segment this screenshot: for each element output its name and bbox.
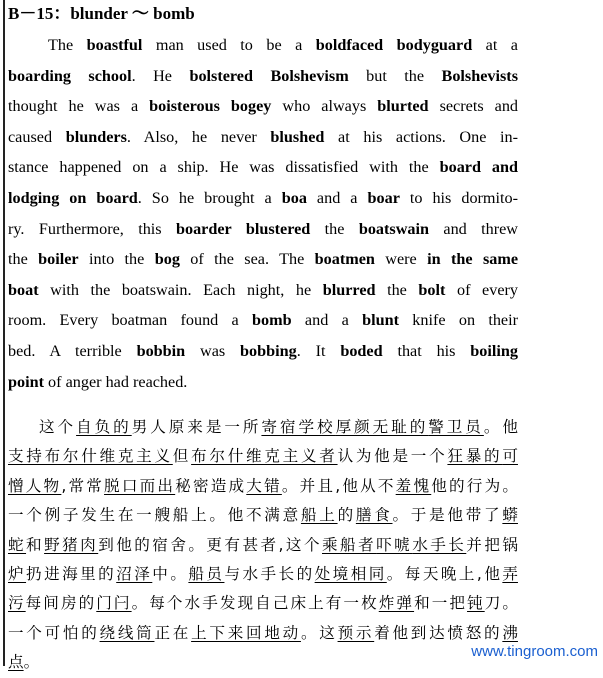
- vocab-term: boa: [281, 188, 307, 207]
- text-run: 和一把: [414, 594, 468, 613]
- vocab-term: blunt: [362, 311, 399, 330]
- vocab-term: boldfaced bodyguard: [315, 36, 473, 54]
- text-run: the: [375, 280, 419, 299]
- text-run: 一个可怕的: [8, 623, 100, 642]
- text-run: . Also, he never: [126, 127, 271, 146]
- vocab-translation: 蟒: [502, 506, 518, 525]
- vocab-translation: 警卫员: [428, 418, 484, 436]
- text-run: were: [374, 250, 428, 269]
- text-run: and a: [291, 311, 363, 330]
- english-line: [8, 152, 518, 183]
- text-run: thought he was a: [8, 97, 150, 116]
- vocab-translation: 上下来回地动: [191, 623, 301, 642]
- text-run: at a: [472, 36, 518, 54]
- vocab-term: bolt: [418, 280, 446, 299]
- english-line: [8, 183, 518, 214]
- english-line: [8, 122, 518, 153]
- text-run: room. Every boatman found a: [8, 311, 253, 330]
- page-left-border: [3, 0, 5, 666]
- vocab-translation: 预示: [337, 623, 375, 642]
- text-run: 一个例子发生在一艘船上。他不满意: [8, 506, 301, 525]
- text-run: 。并且,他从不: [281, 476, 396, 495]
- text-run: 每间房的: [25, 594, 97, 613]
- text-run: ry. Furthermore, this: [8, 219, 176, 238]
- vocab-translation: 狂暴的: [447, 447, 503, 466]
- english-line: [8, 244, 518, 275]
- text-run: 男人原来是一所: [131, 418, 262, 436]
- vocab-term: boiler: [38, 250, 79, 269]
- vocab-term: bomb: [252, 311, 292, 330]
- vocab-translation: 膳食: [355, 506, 393, 525]
- vocab-term: Bolshevists: [441, 66, 518, 85]
- text-run: 。于是他带了: [392, 506, 503, 525]
- text-run: . It: [296, 341, 341, 360]
- text-run: to his dormito-: [399, 188, 519, 207]
- text-run: caused: [8, 127, 66, 146]
- text-run: of anger had reached.: [44, 372, 188, 391]
- english-line: [8, 61, 518, 92]
- vocab-term: blurted: [377, 97, 429, 116]
- vocab-translation: 支持布尔什维克主义: [8, 447, 173, 466]
- vocab-term: boat: [8, 280, 39, 299]
- vocab-term: bobbin: [136, 341, 186, 360]
- text-run: the: [310, 219, 359, 238]
- text-run: 。这: [300, 623, 338, 642]
- chinese-line: [8, 619, 518, 648]
- text-run: 刀。: [484, 594, 518, 613]
- text-run: of every: [445, 280, 518, 299]
- vocab-term: board and: [439, 158, 518, 177]
- english-line: [8, 275, 518, 306]
- vocab-term: blunders: [65, 127, 127, 146]
- vocab-translation: 蛇: [8, 535, 27, 554]
- text-run: 与水手长的: [224, 564, 315, 583]
- text-run: 秘密造成: [175, 476, 247, 495]
- text-run: and threw: [429, 219, 518, 238]
- vocab-translation: 炸弹: [378, 594, 415, 613]
- text-run: 中。: [152, 564, 189, 583]
- vocab-term: boiling: [470, 341, 518, 360]
- english-line: [8, 91, 518, 122]
- vocab-translation: 点: [8, 653, 24, 672]
- vocab-translation: 污: [8, 594, 26, 613]
- text-run: 但: [172, 447, 192, 466]
- english-line: [8, 214, 518, 245]
- chinese-line: [8, 413, 518, 442]
- text-run: 这个: [39, 418, 77, 436]
- text-run: of the sea. The: [179, 250, 315, 269]
- vocab-translation: 弄: [502, 564, 518, 583]
- vocab-translation: 野猪肉: [44, 535, 99, 554]
- vocab-term: bobbing: [240, 341, 297, 360]
- vocab-translation: 船员: [188, 564, 225, 583]
- text-run: . So he brought a: [137, 188, 282, 207]
- text-run: bed. A terrible: [8, 341, 137, 360]
- vocab-term: bolstered Bolshevism: [189, 66, 349, 85]
- vocab-translation: 沸: [502, 623, 518, 642]
- vocab-term: bog: [154, 250, 180, 269]
- vocab-translation: 炉: [8, 564, 27, 583]
- text-run: and a: [306, 188, 368, 207]
- vocab-translation: 羞愧: [395, 476, 432, 495]
- text-run: into the: [78, 250, 155, 269]
- text-run: with the boatswain. Each night, he: [38, 280, 323, 299]
- vocab-translation: 水手长: [412, 535, 467, 554]
- text-run: 到他的宿舍。更有甚者,这个: [98, 535, 322, 554]
- english-paragraph: [8, 30, 518, 397]
- vocab-translation: 大错: [246, 476, 282, 495]
- vocab-translation: 处境相同: [314, 564, 387, 583]
- vocab-term: boatmen: [314, 250, 375, 269]
- vocab-translation: 可: [502, 447, 518, 466]
- vocab-term: boastful: [86, 36, 143, 54]
- text-run: secrets and: [428, 97, 519, 116]
- vocab-translation: 钝: [467, 594, 485, 613]
- english-line: [8, 305, 518, 336]
- vocab-translation: 憎人物: [8, 476, 62, 495]
- vocab-translation: 自负的: [76, 418, 132, 436]
- vocab-translation: 船上: [300, 506, 338, 525]
- text-run: 。每个水手发现自己床上有一枚: [131, 594, 379, 613]
- text-run: 。: [23, 653, 40, 672]
- chinese-line: [8, 560, 518, 589]
- text-run: 的: [337, 506, 356, 525]
- chinese-paragraph: [8, 413, 518, 678]
- vocab-translation: 乘船者: [322, 535, 377, 554]
- text-run: 认为他是一个: [337, 447, 448, 466]
- text-run: . He: [131, 66, 190, 85]
- vocab-term: boded: [340, 341, 383, 360]
- text-run: who always: [271, 97, 378, 116]
- chinese-line: [8, 501, 518, 530]
- vocab-term: boarding school: [8, 66, 132, 85]
- chinese-line: [8, 648, 518, 677]
- vocab-translation: 沼泽: [116, 564, 153, 583]
- vocab-translation: 吓唬: [376, 535, 413, 554]
- text-run: 扔进海里的: [26, 564, 117, 583]
- english-line: [8, 367, 518, 398]
- text-run: 并把锅: [466, 535, 518, 554]
- text-run: the: [8, 250, 39, 269]
- text-run: that his: [382, 341, 471, 360]
- site-watermark: www.tingroom.com: [471, 643, 598, 660]
- english-line: [8, 336, 518, 367]
- chinese-line: [8, 589, 518, 618]
- text-run: knife on their: [399, 311, 518, 330]
- text-run: was: [185, 341, 241, 360]
- text-run: man used to be a: [142, 36, 316, 54]
- text-run: 正在: [154, 623, 192, 642]
- chinese-line: [8, 531, 518, 560]
- vocab-translation: 脱口而出: [104, 476, 176, 495]
- vocab-translation: 寄宿学校: [261, 418, 336, 436]
- text-run: at his actions. One in-: [324, 127, 519, 146]
- vocab-translation: 门闩: [96, 594, 132, 613]
- text-run: 他的行为。: [431, 476, 518, 495]
- vocab-term: lodging on board: [8, 188, 138, 207]
- english-line: [8, 30, 518, 61]
- vocab-translation: 绕线筒: [99, 623, 155, 642]
- vocab-term: point: [8, 372, 44, 391]
- text-run: ,常常: [61, 476, 105, 495]
- text-run: 。每天晚上,他: [386, 564, 503, 583]
- text-run: stance happened on a ship. He was dissatisfied with the: [8, 158, 440, 177]
- text-run: The: [48, 36, 87, 54]
- text-run: 。他: [483, 418, 518, 436]
- vocab-term: in the same: [427, 250, 519, 269]
- text-run: but the: [348, 66, 442, 85]
- chinese-line: [8, 472, 518, 501]
- vocab-translation: 布尔什维克主义者: [191, 447, 338, 466]
- vocab-term: boarder blustered: [175, 219, 311, 238]
- chinese-line: [8, 442, 518, 471]
- vocab-term: blurred: [322, 280, 376, 299]
- section-heading: B－15：blunder ～ bomb: [8, 4, 195, 23]
- vocab-term: blushed: [270, 127, 325, 146]
- vocab-term: boar: [367, 188, 400, 207]
- text-run: 和: [26, 535, 45, 554]
- vocab-translation: 厚颜无耻的: [335, 418, 429, 436]
- text-run: 着他到达愤怒的: [374, 623, 503, 642]
- vocab-term: boisterous bogey: [149, 97, 272, 116]
- vocab-term: boatswain: [358, 219, 429, 238]
